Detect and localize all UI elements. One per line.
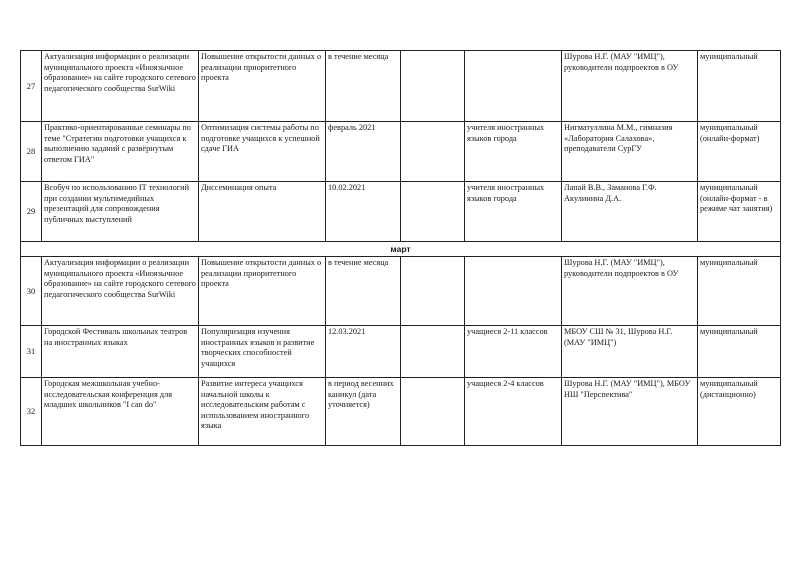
participants-cell: учителя иностранных языков города: [465, 182, 562, 242]
participants-cell: [465, 51, 562, 122]
extra-cell: [401, 122, 465, 182]
level-cell: муниципальный: [698, 257, 781, 326]
events-plan-table: [20, 50, 781, 446]
extra-cell: [401, 182, 465, 242]
row-number: 31: [21, 326, 42, 378]
extra-cell: [401, 326, 465, 378]
level-cell: муниципальный: [698, 51, 781, 122]
participants-cell: учителя иностранных языков города: [465, 122, 562, 182]
responsible-cell: Нигматуллина М.М., гимназия «Лаборатория Салахова», преподаватели СурГУ: [562, 122, 698, 182]
table-row-27: [21, 51, 781, 122]
table-row-28: [21, 122, 781, 182]
responsible-cell: Шурова Н.Г. (МАУ "ИМЦ"), МБОУ НШ "Перспектива": [562, 378, 698, 446]
month-header-row: [21, 242, 781, 257]
date-cell: в течение месяца: [326, 51, 401, 122]
event-cell: Практико-ориентированные семинары по теме "Стратегии подготовки учащихся к выполнению заданий с развёрнутым ответом ГИА": [42, 122, 199, 182]
extra-cell: [401, 257, 465, 326]
level-cell: муниципальный (дистанционно): [698, 378, 781, 446]
event-cell: Актуализация информации о реализации муниципального проекта «Иноязычное образование» на сайте городского сетевого педагогического сообщества SurWiki: [42, 51, 199, 122]
responsible-cell: Шурова Н.Г. (МАУ "ИМЦ"), руководители подпроектов в ОУ: [562, 257, 698, 326]
date-cell: 12.03.2021: [326, 326, 401, 378]
date-cell: в течение месяца: [326, 257, 401, 326]
table-row-32: [21, 378, 781, 446]
table-row-29: [21, 182, 781, 242]
level-cell: муниципальный (онлайн-формат): [698, 122, 781, 182]
participants-cell: учащиеся 2-4 классов: [465, 378, 562, 446]
goal-cell: Повышение открытости данных о реализации приоритетного проекта: [199, 51, 326, 122]
date-cell: в период весенних каникул (дата уточняется): [326, 378, 401, 446]
goal-cell: Оптимизация системы работы по подготовке учащихся к успешной сдаче ГИА: [199, 122, 326, 182]
event-cell: Городской Фестиваль школьных театров на иностранных языках: [42, 326, 199, 378]
goal-cell: Повышение открытости данных о реализации приоритетного проекта: [199, 257, 326, 326]
row-number: 29: [21, 182, 42, 242]
row-number: 30: [21, 257, 42, 326]
date-cell: февраль 2021: [326, 122, 401, 182]
table-row-31: [21, 326, 781, 378]
month-label: март: [21, 242, 781, 257]
responsible-cell: Шурова Н.Г. (МАУ "ИМЦ"), руководители подпроектов в ОУ: [562, 51, 698, 122]
responsible-cell: МБОУ СШ № 31, Шурова Н.Г. (МАУ "ИМЦ"): [562, 326, 698, 378]
extra-cell: [401, 378, 465, 446]
goal-cell: Развитие интереса учащихся начальной школы к исследовательским работам с использованием иностранного языка: [199, 378, 326, 446]
table-row-30: [21, 257, 781, 326]
participants-cell: учащиеся 2-11 классов: [465, 326, 562, 378]
participants-cell: [465, 257, 562, 326]
event-cell: Актуализация информации о реализации муниципального проекта «Иноязычное образование» на сайте городского сетевого педагогического сообщества SurWiki: [42, 257, 199, 326]
row-number: 28: [21, 122, 42, 182]
goal-cell: Диссеминация опыта: [199, 182, 326, 242]
row-number: 32: [21, 378, 42, 446]
level-cell: муниципальный (онлайн-формат - в режиме чат занятия): [698, 182, 781, 242]
event-cell: Всобуч по использованию IT технологий при создании мультимедийных презентаций для сопровождения публичных выступлений: [42, 182, 199, 242]
level-cell: муниципальный: [698, 326, 781, 378]
date-cell: 10.02.2021: [326, 182, 401, 242]
row-number: 27: [21, 51, 42, 122]
extra-cell: [401, 51, 465, 122]
event-cell: Городская межшкольная учебно-исследовательская конференция для младших школьников "I can do": [42, 378, 199, 446]
responsible-cell: Лапай В.В., Заманова Г.Ф. Акулинина Д.А.: [562, 182, 698, 242]
goal-cell: Популяризация изучения иностранных языков и развитие творческих способностей учащихся: [199, 326, 326, 378]
